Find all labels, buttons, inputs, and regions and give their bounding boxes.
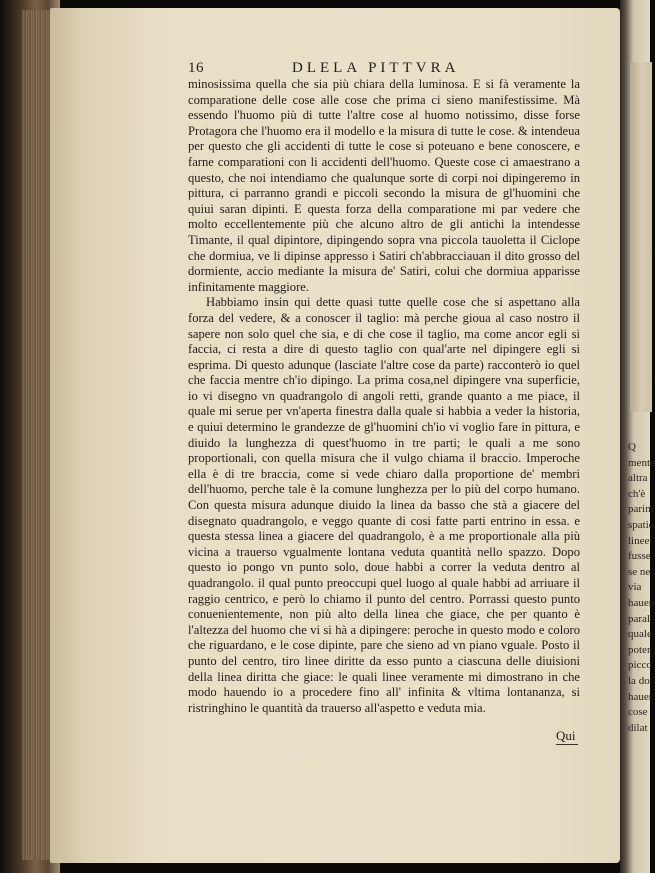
facing-page-fragment: hauer	[628, 690, 653, 703]
facing-page-illustration	[628, 62, 652, 412]
facing-page-fragment: spatio	[628, 518, 655, 531]
facing-page-fragment: altra	[628, 472, 648, 485]
catchword: Qui	[556, 728, 576, 743]
facing-page-fragment: picco	[628, 659, 652, 672]
running-title: DLELA PITTVRA	[292, 60, 460, 76]
paragraph: minosissima quella che sia più chiara della luminosa. E si fà veramente la comparatione delle cose alle cose che prima ci sieno manifestissime. Mà essendo l'huomo più di tutte l'altre cose al huomo notissimo, disse forse Protagora che l'huomo era il modello e la misura di tutte le cose. & intendeua per questo che gli accidenti di tutte le cose si poteuano e bene conoscere, e farne comparationi con li accidenti dell'huomo. Queste cose ci amaestrano a questo, che noi intendiamo che qualunque sorte di corpi noi dipingeremo in pittura, ci parranno grandi e piccoli secondo la misura de gl'huomini che quiui saran dipinti. E questa forza della comparatione mi par vedere che molto eccellentemente più che alcuno altro de gli antichi la intendesse Timante, il qual dipintore, dipingendo sopra vna piccola tauoletta il Ciclope che dormiua, ve li dipinse appresso i Satiri ch'abbracciauan il dito grosso del dormiente, accio mediante la misura de' Satiri, colui che dormiua apparisse infinitamente maggiore.	[188, 77, 580, 294]
facing-page-fragment: dilat	[628, 721, 648, 734]
facing-page-fragment: la do	[628, 674, 650, 687]
facing-page-fragment: cose	[628, 706, 648, 719]
paragraph: Habbiamo insin qui dette quasi tutte quelle cose che si aspettano alla forza del vedere, & a conoscer il taglio: mà perche gioua al caso nostro il sapere non solo quel che sia, e di che cose il taglio, ma come ancor egli si faccia, ci resta a dire di questo taglio con qual'arte nel dipingere egli si esprima. Di questo adunque (lasciate l'altre cose da parte) racconterò io quel che faccia mentre ch'io dipingo. La prima cosa,nel dipingere vna superficie, io vi disegno vn quadrangolo di angoli retti, grande quanto a me piace, il quale mi serue per vn'aperta finestra dalla quale si habbia a veder la historia, e quiui determino le grandezze de gl'huomini ch'io vi voglio fare in pittura, e diuido la lunghezza di quest'huomo in tre parti; le quali a me sono proportionali, con quella misura che il vulgo chiama il braccio. Imperoche ella è di tre braccia, come si vede chiaro dalla proportione de' membri dell'huomo, perche tale è la comune lunghezza per lo più del corpo humano. Con questa misura adunque diuido la linea da basso che stà a giacere del disegnato quadrangolo, e veggo quante di cosi fatte parti entrino in essa. e questa stessa linea a giacere del quadrangolo, è a me proportionale alla più vicina a trauerso vgualmente lontana veduta quantità nello spazzo. Dopo questo io pongo vn punto solo, doue habbi a correr la veduta dentro al quadrangolo. il qual punto preoccupi quel luogo al quale habbi ad arriuare il raggio centrico, e però lo chiamo il punto del centro. Porrassi questo punto conuenientemente, non più alto della linea che giace, che per quanto è l'altezza del huomo che vi si hà a dipingere: peroche in questo modo e coloro che riguardano, e le cose dipinte, pare che sieno ad vn piano vguale. Posto il punto del centro, tiro linee diritte da esso punto a ciascuna delle diuisioni della linea diritta che giace: le quali linee veramente mi dimostrano in che modo hauendo io a procedere fino all' infinita & vltima lontananza, si ristringhino le quantità da trauerso all'aspetto e veduta mia.	[188, 295, 580, 715]
facing-page-fragment: hauen	[628, 596, 655, 609]
facing-page-fragment: Q	[628, 441, 636, 453]
facing-page-fragment: paral	[628, 612, 650, 625]
catchword-underline	[556, 744, 578, 745]
facing-page-fragment: quale	[628, 628, 652, 641]
facing-page-fragment: ch'è	[628, 487, 646, 500]
facing-page-fragment: fusse	[628, 550, 651, 563]
facing-page-fragment: se ne	[628, 565, 651, 578]
facing-page-fragment: parim	[628, 503, 654, 516]
main-text-block	[188, 77, 580, 716]
facing-page-fragment: via	[628, 581, 642, 594]
page-edges	[22, 10, 52, 860]
page-number: 16	[188, 60, 204, 76]
facing-page-fragment: linee	[628, 534, 650, 547]
facing-page-fragment: poter	[628, 643, 651, 656]
facing-page-text	[628, 440, 655, 736]
facing-page-fragment: mente	[628, 456, 655, 469]
